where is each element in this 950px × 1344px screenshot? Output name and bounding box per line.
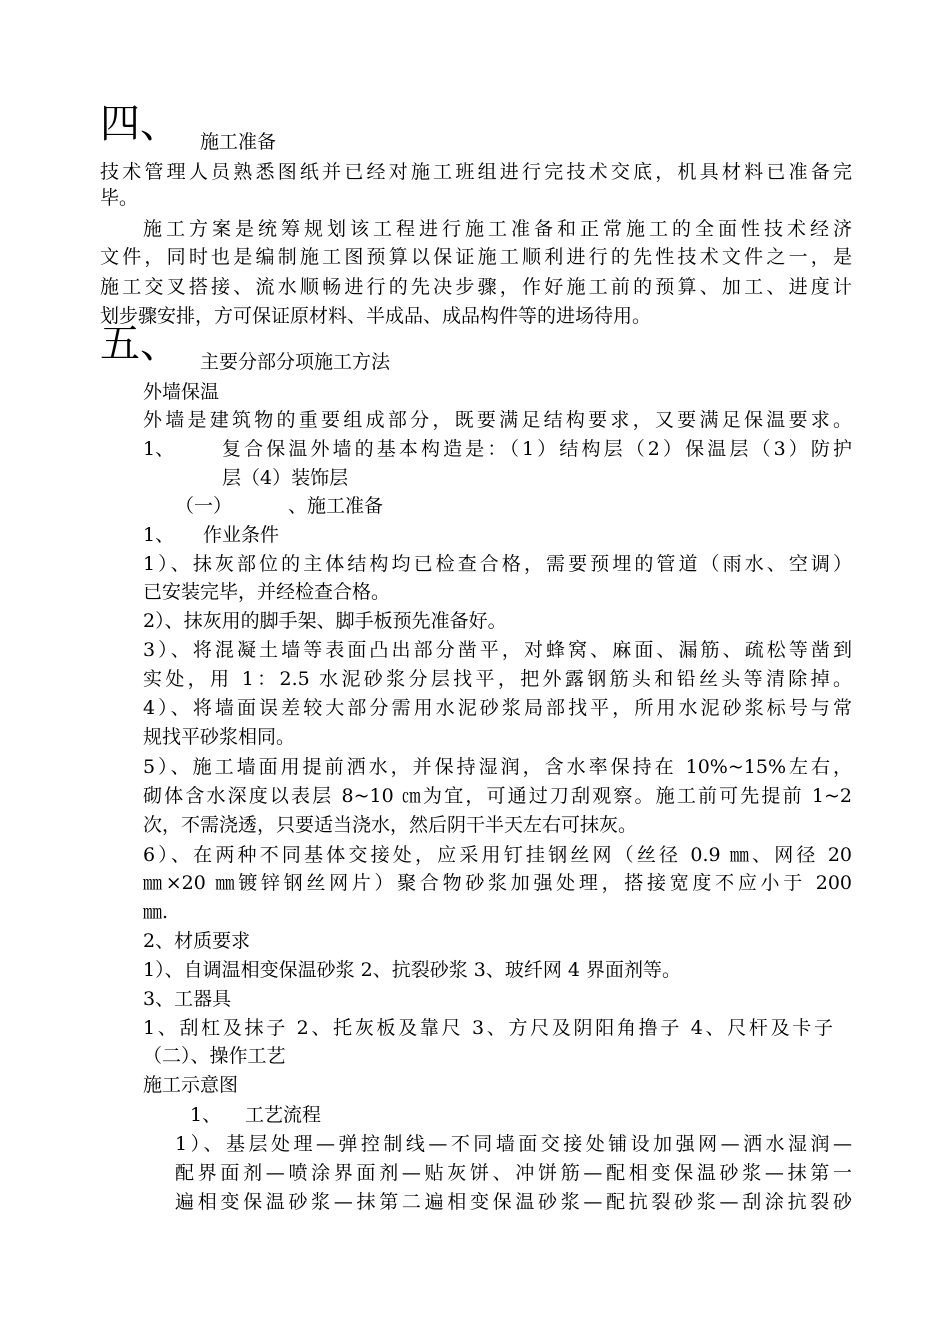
condition-number: 1、 (143, 524, 175, 546)
paragraph-line: 5）、施工墙面用提前洒水，并保持湿润，含水率保持在 10%~15%左右， (143, 756, 852, 778)
part-1-title: 、施工准备 (288, 495, 384, 517)
paragraph-line: 已安装完毕，并经检查合格。 (143, 581, 391, 603)
paragraph-line: 施工方案是统筹规划该工程进行施工准备和正常施工的全面性技术经济 (143, 218, 852, 240)
paragraph-line: 3、工器具 (143, 988, 232, 1010)
condition-title: 作业条件 (203, 524, 280, 546)
section-5-number: 五、 (100, 321, 180, 367)
flow-line: 1）、基层处理—弹控制线—不同墙面交接处铺设加强网—洒水湿润— (175, 1133, 852, 1155)
section-5-subtitle: 外墙保温 (143, 381, 220, 403)
paragraph-line: 实处，用 1：2.5 水泥砂浆分层找平，把外露钢筋头和铅丝头等清除掉。 (143, 668, 852, 690)
paragraph-line: 2）、抹灰用的脚手架、脚手板预先准备好。 (143, 610, 507, 632)
paragraph-line: 1、刮杠及抹子 2、托灰板及靠尺 3、方尺及阴阳角撸子 4、尺杆及卡子 (143, 1017, 833, 1039)
paragraph-line: 规找平砂浆相同。 (143, 726, 296, 748)
paragraph-line: 划步骤安排，方可保证原材料、半成品、成品构件等的进场待用。 (100, 305, 652, 327)
paragraph-line: （二）、操作工艺 (143, 1045, 286, 1067)
flow-line: 配界面剂—喷涂界面剂—贴灰饼、冲饼筋—配相变保温砂浆—抹第一 (175, 1162, 852, 1184)
paragraph-line: 2、材质要求 (143, 930, 251, 952)
paragraph-line: 1）、抹灰部位的主体结构均已检查合格，需要预埋的管道（雨水、空调） (143, 553, 852, 575)
section-4-title: 施工准备 (200, 131, 277, 153)
paragraph-line: 次，不需浇透，只要适当浇水，然后阴干半天左右可抹灰。 (143, 814, 638, 836)
paragraph-line: ㎜. (143, 901, 169, 923)
paragraph-line: 技术管理人员熟悉图纸并已经对施工班组进行完技术交底，机具材料已准备完 (100, 161, 852, 183)
section-4-number: 四、 (100, 101, 180, 147)
paragraph-line: 施工交叉搭接、流水顺畅进行的先决步骤，作好施工前的预算、加工、进度计 (100, 276, 852, 298)
paragraph-line: 6）、在两种不同基体交接处，应采用钉挂钢丝网（丝径 0.9 ㎜、网径 20 (143, 844, 852, 866)
item-1-number: 1、 (143, 438, 175, 460)
paragraph-line: 毕。 (100, 187, 139, 209)
flow-number: 1、 (190, 1104, 222, 1126)
section-5-title: 主要分部分项施工方法 (200, 351, 391, 373)
paragraph-line: 3）、将混凝土墙等表面凸出部分凿平，对蜂窝、麻面、漏筋、疏松等凿到 (143, 639, 852, 661)
flow-title: 工艺流程 (245, 1104, 322, 1126)
paragraph-line: ㎜×20 ㎜镀锌钢丝网片）聚合物砂浆加强处理，搭接宽度不应小于 200 (143, 872, 852, 894)
paragraph-line: 4）、将墙面误差较大部分需用水泥砂浆局部找平，所用水泥砂浆标号与常 (143, 697, 852, 719)
paragraph-line: 施工示意图 (143, 1074, 239, 1096)
paragraph-line: 文件，同时也是编制施工图预算以保证施工顺利进行的先性技术文件之一，是 (100, 246, 852, 268)
part-1-number: （一） (175, 495, 233, 517)
paragraph-line: 砌体含水深度以表层 8~10 ㎝为宜，可通过刀刮观察。施工前可先提前 1~2 (143, 785, 852, 807)
item-1-line: 层（4）装饰层 (222, 467, 349, 489)
flow-line: 遍相变保温砂浆—抹第二遍相变保温砂浆—配抗裂砂浆—刮涂抗裂砂 (175, 1191, 852, 1213)
section-5-intro: 外墙是建筑物的重要组成部分，既要满足结构要求，又要满足保温要求。 (143, 409, 852, 431)
item-1-line: 复合保温外墙的基本构造是：（1）结构层（2）保温层（3）防护 (222, 438, 852, 460)
paragraph-line: 1）、自调温相变保温砂浆 2、抗裂砂浆 3、玻纤网 4 界面剂等。 (143, 959, 682, 981)
